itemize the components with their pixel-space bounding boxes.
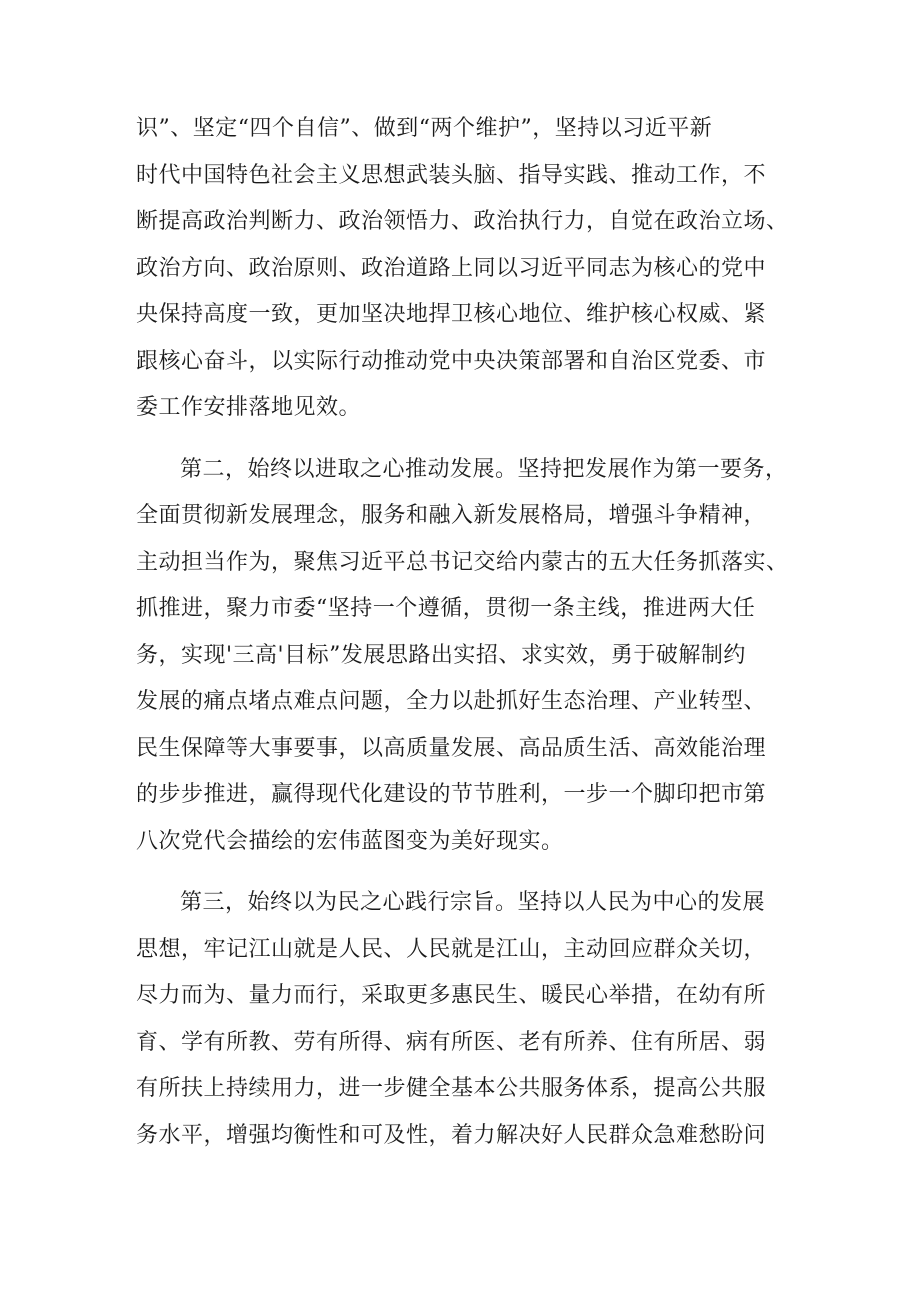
text-line: 跟核心奋斗，以实际行动推动党中央决策部署和自治区党委、市 <box>136 348 767 374</box>
text-line: 思想，牢记江山就是人民、人民就是江山，主动回应群众关切， <box>136 936 767 962</box>
text-line: 有所扶上持续用力，进一步健全基本公共服务体系，提高公共服 <box>136 1076 767 1101</box>
text-line: 政治方向、政治原则、政治道路上同以习近平同志为核心的党中 <box>136 255 767 281</box>
text-line: 主动担当作为，聚焦习近平总书记交给内蒙古的五大任务抓落实、 <box>136 549 789 575</box>
text-line: 委工作安排落地见效。 <box>136 395 362 420</box>
text-line: 育、学有所教、劳有所得、病有所医、老有所养、住有所居、弱 <box>136 1029 767 1055</box>
text-line: 八次党代会描绘的宏伟蓝图变为美好现实。 <box>136 828 564 854</box>
text-line: 央保持高度一致，更加坚决地捍卫核心地位、维护核心权威、紧 <box>136 302 767 327</box>
text-line: 务水平，增强均衡性和可及性，着力解决好人民群众急难愁盼问 <box>136 1122 767 1148</box>
text-line: 抓推进，聚力市委“坚持一个遵循，贯彻一条主线，推进两大任 <box>136 596 756 621</box>
paragraph-1 <box>136 106 796 432</box>
text-line: 识”、坚定“四个自信”、做到“两个维护”，坚持以习近平新 <box>136 116 713 141</box>
text-line-first: 第三，始终以为民之心践行宗旨。坚持以人民为中心的发展 <box>180 890 766 915</box>
text-line: 时代中国特色社会主义思想武装头脑、指导实践、推动工作，不 <box>136 162 767 188</box>
text-line: 民生保障等大事要事，以高质量发展、高品质生活、高效能治理 <box>136 735 767 761</box>
paragraph-spacer <box>136 432 796 447</box>
paragraph-3 <box>136 880 796 1159</box>
document-body <box>136 106 796 1159</box>
text-line: 发展的痛点堵点难点问题，全力以赴抓好生态治理、产业转型、 <box>136 689 767 714</box>
text-line: 全面贯彻新发展理念，服务和融入新发展格局，增强斗争精神， <box>136 503 767 528</box>
text-line: 的步步推进，赢得现代化建设的节节胜利，一步一个脚印把市第 <box>136 782 767 807</box>
paragraph-spacer <box>136 865 796 880</box>
text-line-first: 第二，始终以进取之心推动发展。坚持把发展作为第一要务， <box>180 456 788 482</box>
paragraph-2 <box>136 447 796 866</box>
text-line: 务，实现'三高'目标”发展思路出实招、求实效，勇于破解制约 <box>136 642 746 668</box>
text-line: 断提高政治判断力、政治领悟力、政治执行力，自觉在政治立场、 <box>136 209 789 234</box>
text-line: 尽力而为、量力而行，采取更多惠民生、暖民心举措，在幼有所 <box>136 983 767 1008</box>
